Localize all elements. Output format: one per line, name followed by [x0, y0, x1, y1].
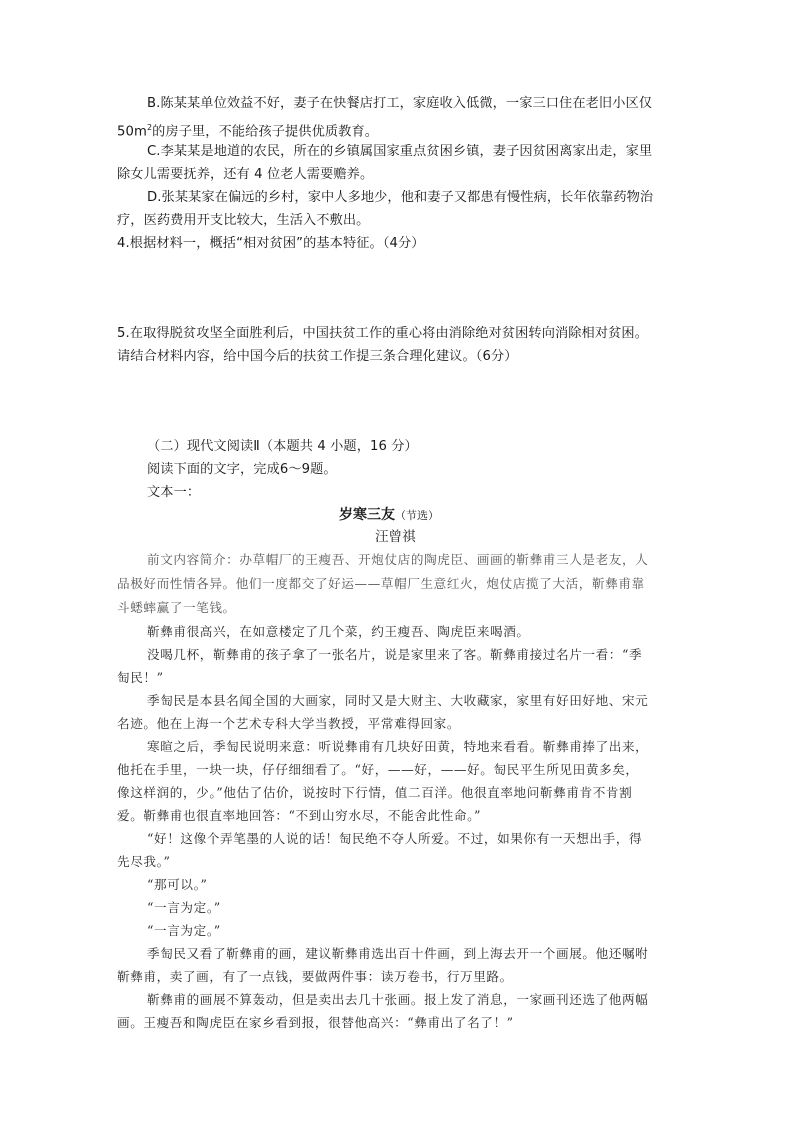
intro-line-3: 斗蟋蟀赢了一笔钱。 — [117, 600, 236, 615]
body-line: 画。王瘦吾和陶虎臣在家乡看到报，很替他高兴：“彝甫出了名了！” — [117, 1015, 514, 1030]
body-line: “好！这像个弄笔墨的人说的话！匋民绝不夺人所爱。不过，如果你有一天想出手，得 — [147, 831, 643, 846]
option-c-line2: 除女儿需要抚养，还有 4 位老人需要赡养。 — [117, 167, 374, 182]
body-line: 像这样润的，少。”他估了估价，说按时下行情，值二百洋。他很直率地问靳彝甫肯不肯割 — [117, 785, 633, 800]
option-b-line1: B.陈某某单位效益不好，妻子在快餐店打工，家庭收入低微，一家三口住在老旧小区仅 — [147, 96, 653, 111]
body-line: 季匋民又看了靳彝甫的画，建议靳彝甫选出百十件画，到上海去开一个画展。他还嘱咐 — [147, 946, 649, 961]
option-b-line2 — [117, 119, 378, 141]
option-c-line1: C.李某某是地道的农民，所在的乡镇属国家重点贫困乡镇，妻子因贫困离家出走，家里 — [147, 144, 653, 159]
body-line: 靳彝甫的画展不算轰动，但是卖出去几十张画。报上发了消息，一家画刊还选了他两幅 — [147, 992, 649, 1007]
text-label: 文本一： — [147, 485, 201, 500]
intro-line-1: 前文内容简介：办草帽厂的王瘦吾、开炮仗店的陶虎臣、画画的靳彝甫三人是老友，人 — [147, 552, 649, 567]
question-4: 4.根据材料一，概括“相对贫困”的基本特征。（4分） — [117, 236, 425, 251]
option-b-area-unit: 2 — [146, 123, 153, 132]
section-heading: （二）现代文阅读Ⅱ（本题共 4 小题，16 分） — [147, 439, 418, 454]
option-b-area: 50m — [117, 124, 147, 140]
body-line: 先尽我。” — [117, 854, 171, 869]
question-5-line2: 请结合材料内容，给中国今后的扶贫工作提三条合理化建议。（6分） — [117, 349, 518, 364]
body-line: 靳彝甫很高兴，在如意楼定了几个菜，约王瘦吾、陶虎臣来喝酒。 — [147, 624, 530, 639]
body-line: 匋民！” — [117, 670, 164, 685]
article-title-text: 岁寒三友 — [339, 507, 395, 523]
section-instruction: 阅读下面的文字，完成6～9题。 — [147, 462, 337, 477]
body-line: 爱。靳彝甫也很直率地回答：“不到山穷水尽，不能舍此性命。” — [117, 808, 482, 823]
article-author: 汪曾祺 — [375, 529, 416, 545]
body-line: 名迹。他在上海一个艺术专科大学当教授，平常难得回家。 — [117, 716, 461, 731]
question-5-line1: 5.在取得脱贫攻坚全面胜利后，中国扶贫工作的重心将由消除绝对贫困转向消除相对贫困。 — [117, 326, 648, 341]
option-d-line2: 疗，医药费用开支比较大，生活入不敷出。 — [117, 213, 370, 228]
article-title-note: （节选） — [395, 509, 439, 522]
article-title — [339, 506, 439, 525]
body-line: 寒暄之后，季匋民说明来意：听说彝甫有几块好田黄，特地来看看。靳彝甫捧了出来， — [147, 739, 649, 754]
option-d-line1: D.张某某家在偏远的乡村，家中人多地少，他和妻子又都患有慢性病，长年依靠药物治 — [147, 190, 654, 205]
option-b-line2-text: 的房子里，不能给孩子提供优质教育。 — [152, 124, 379, 140]
dialogue-line: “那可以。” — [147, 877, 208, 892]
intro-line-2: 品极好而性情各异。他们一度都交了好运——草帽厂生意红火，炮仗店揽了大活，靳彝甫靠 — [117, 576, 645, 591]
body-line: 他托在手里，一块一块，仔仔细细看了。“好，——好，——好。匋民平生所见田黄多矣， — [117, 762, 639, 777]
dialogue-line: “一言为定。” — [147, 923, 221, 938]
body-line: 靳彝甫，卖了画，有了一点钱，要做两件事：读万卷书，行万里路。 — [117, 969, 513, 984]
dialogue-line: “一言为定。” — [147, 900, 221, 915]
body-line: 没喝几杯，靳彝甫的孩子拿了一张名片，说是家里来了客。靳彝甫接过名片一看：“季 — [147, 647, 643, 662]
body-line: 季匋民是本县名闻全国的大画家，同时又是大财主、大收藏家，家里有好田好地、宋元 — [147, 693, 649, 708]
